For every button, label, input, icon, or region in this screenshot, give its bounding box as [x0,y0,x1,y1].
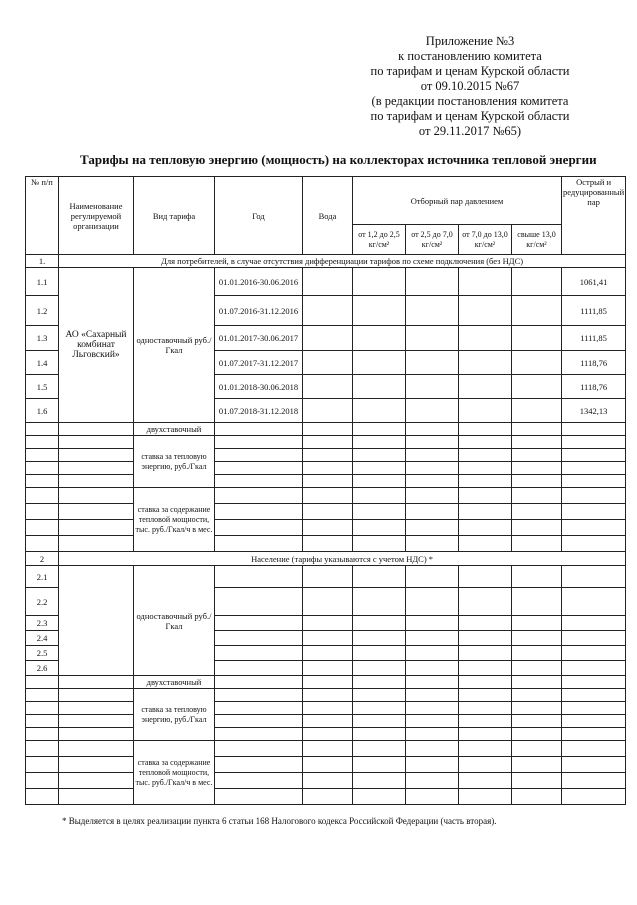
two-rate-label: двухставочный [134,423,215,436]
header-sharp-steam: Острый и редуцированный пар [562,177,626,255]
tariff-value: 1342,13 [562,399,626,423]
period: 01.01.2018-30.06.2018 [215,375,303,399]
header-line: к постановлению комитета [398,49,542,63]
header-steam-4: свыше 13,0 кг/см² [512,225,562,255]
header-line: по тарифам и ценам Курской области [370,109,570,123]
header-tariff-type: Вид тарифа [134,177,215,255]
single-rate-label: одноставочный руб./Гкал [134,268,215,423]
tariff-value: 1118,76 [562,375,626,399]
single-rate-label: одноставочный руб./Гкал [134,566,215,676]
row-num: 1.4 [26,351,59,375]
energy-rate-label: ставка за тепловую энергию, руб./Гкал [134,689,215,741]
header-line: Приложение №3 [425,34,515,48]
period: 01.01.2017-30.06.2017 [215,326,303,351]
row-num: 2.5 [26,646,59,661]
period: 01.07.2017-31.12.2017 [215,351,303,375]
row-num: 1.1 [26,268,59,296]
row-num: 1.5 [26,375,59,399]
row-num: 2.4 [26,631,59,646]
header-org: Наименование регулируемой организации [59,177,134,255]
row-num: 2.3 [26,616,59,631]
appendix-header [330,34,610,139]
section1-num: 1. [26,255,59,268]
header-line: (в редакции постановления комитета [371,94,569,108]
header-line: от 29.11.2017 №65) [418,124,522,138]
document-title: Тарифы на тепловую энергию (мощность) на коллекторах источника тепловой энергии [80,152,597,167]
tariff-value: 1118,76 [562,351,626,375]
period: 01.07.2018-31.12.2018 [215,399,303,423]
period: 01.01.2016-30.06.2016 [215,268,303,296]
capacity-rate-label: ставка за содержание тепловой мощности, тыс. руб./Гкал/ч в мес. [134,488,215,552]
section1-label: Для потребителей, в случае отсутствия дифференциации тарифов по схеме подключения (без НДС) [59,255,626,268]
row-num: 2.1 [26,566,59,588]
energy-rate-label: ставка за тепловую энергию, руб./Гкал [134,436,215,488]
header-steam: Отборный пар давлением [353,177,562,225]
tariff-value: 1111,85 [562,296,626,326]
header-steam-2: от 2,5 до 7,0 кг/см² [406,225,459,255]
row-num: 2.6 [26,661,59,676]
header-water: Вода [303,177,353,255]
header-num: № п/п [26,177,59,255]
row-num: 1.3 [26,326,59,351]
tariff-value: 1111,85 [562,326,626,351]
period: 01.07.2016-31.12.2016 [215,296,303,326]
two-rate-label: двухставочный [134,676,215,689]
section2-num: 2 [26,552,59,566]
row-num: 2.2 [26,588,59,616]
row-num: 1.2 [26,296,59,326]
footnote: * Выделяется в целях реализации пункта 6 статьи 168 Налогового кодекса Российской Федерации (часть вторая). [62,816,497,826]
header-line: от 09.10.2015 №67 [420,79,520,93]
row-num: 1.6 [26,399,59,423]
organization-name: АО «Сахарный комбинат Льговский» [59,268,134,423]
capacity-rate-label: ставка за содержание тепловой мощности, тыс. руб./Гкал/ч в мес. [134,741,215,805]
header-line: по тарифам и ценам Курской области [370,64,570,78]
tariff-table [25,176,626,805]
header-steam-1: от 1,2 до 2,5 кг/см² [353,225,406,255]
header-year: Год [215,177,303,255]
header-steam-3: от 7,0 до 13,0 кг/см² [459,225,512,255]
section2-label: Население (тарифы указываются с учетом НДС) * [59,552,626,566]
tariff-value: 1061,41 [562,268,626,296]
